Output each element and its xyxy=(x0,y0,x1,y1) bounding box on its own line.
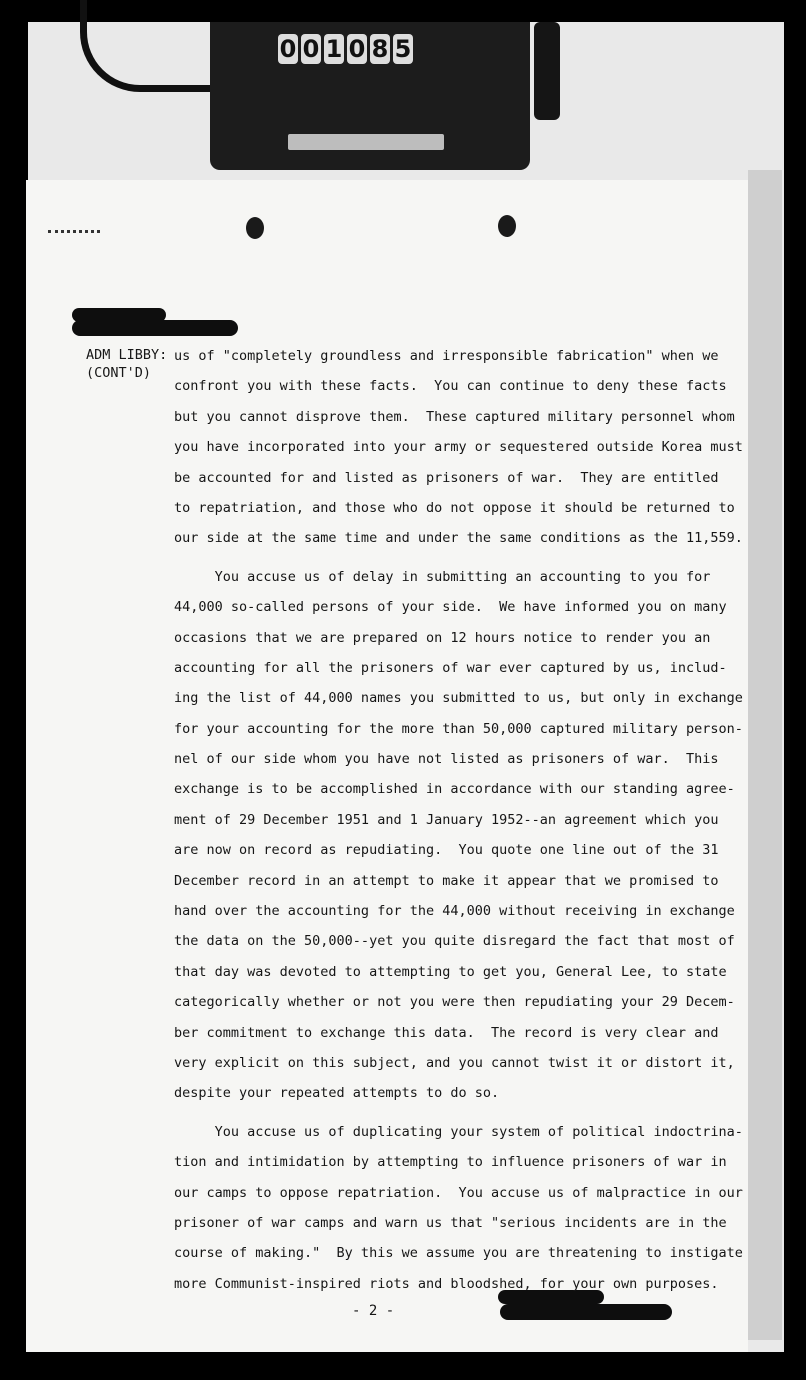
text-line: exchange is to be accomplished in accordance with our standing agree- xyxy=(174,781,735,798)
text-line: be accounted for and listed as prisoners of war. They are entitled xyxy=(174,469,719,486)
counter-label-plate xyxy=(288,134,444,150)
text-line: us of "completely groundless and irresponsible fabrication" when we xyxy=(174,348,719,364)
text-line: December record in an attempt to make it appear that we promised to xyxy=(174,872,719,889)
text-line: You accuse us of duplicating your system of political indoctrina- xyxy=(174,1123,743,1140)
punch-hole xyxy=(498,215,516,237)
counter-digit: 5 xyxy=(394,35,412,63)
paragraph-gap xyxy=(174,1114,714,1122)
text-line: ber commitment to exchange this data. The record is very clear and xyxy=(174,1024,719,1041)
counter-digit: 0 xyxy=(302,35,320,63)
text-line: tion and intimidation by attempting to influence prisoners of war in xyxy=(174,1154,727,1171)
text-line: accounting for all the prisoners of war ever captured by us, includ- xyxy=(174,659,727,676)
redaction-bar xyxy=(72,320,238,336)
text-line: 44,000 so-called persons of your side. We have informed you on many xyxy=(174,599,727,616)
frame-counter-digits xyxy=(278,34,413,64)
text-line: categorically whether or not you were then repudiating your 29 Decem- xyxy=(174,994,735,1011)
text-line: the data on the 50,000--yet you quite disregard the fact that most of xyxy=(174,933,735,950)
speaker-label: ADM LIBBY: (CONT'D) xyxy=(86,347,168,381)
text-line: despite your repeated attempts to do so. xyxy=(174,1085,500,1102)
document-body xyxy=(174,346,743,1304)
text-line: ing the list of 44,000 names you submitted to us, but only in exchange xyxy=(174,690,743,707)
paragraph xyxy=(174,346,743,559)
redaction-bar xyxy=(500,1304,672,1320)
text-line: nel of our side whom you have not listed as prisoners of war. This xyxy=(174,751,719,768)
stray-mark xyxy=(48,230,100,239)
text-line: you have incorporated into your army or sequestered outside Korea must xyxy=(174,439,743,456)
text-line: but you cannot disprove them. These captured military personnel whom xyxy=(174,408,735,425)
counter-digit: 0 xyxy=(348,35,366,63)
text-line: You accuse us of delay in submitting an accounting to you for xyxy=(174,568,711,585)
text-line: hand over the accounting for the 44,000 without receiving in exchange xyxy=(174,903,735,920)
text-line: are now on record as repudiating. You quote one line out of the 31 xyxy=(174,842,719,859)
text-line: occasions that we are prepared on 12 hours notice to render you an xyxy=(174,629,711,646)
paragraph xyxy=(174,567,743,1114)
counter-digit: 8 xyxy=(371,35,389,63)
text-line: for your accounting for the more than 50,000 captured military person- xyxy=(174,720,743,737)
text-line: confront you with these facts. You can continue to deny these facts xyxy=(174,378,727,395)
text-line: course of making." By this we assume you are threatening to instigate xyxy=(174,1245,743,1262)
counter-digit: 1 xyxy=(325,35,343,63)
punch-hole xyxy=(246,217,264,239)
text-line: prisoner of war camps and warn us that "serious incidents are in the xyxy=(174,1214,727,1231)
counter-knob xyxy=(534,22,560,120)
paragraph xyxy=(174,1122,743,1304)
text-line: more Communist-inspired riots and bloodshed, for your own purposes. xyxy=(174,1275,719,1292)
backing-sheet xyxy=(748,170,782,1340)
counter-digit: 0 xyxy=(279,35,297,63)
text-line: ment of 29 December 1951 and 1 January 1952--an agreement which you xyxy=(174,811,719,828)
page-number: - 2 - xyxy=(352,1303,395,1319)
paragraph-gap xyxy=(174,559,714,567)
text-line: that day was devoted to attempting to get you, General Lee, to state xyxy=(174,963,727,980)
text-line: to repatriation, and those who do not oppose it should be returned to xyxy=(174,499,735,516)
text-line: very explicit on this subject, and you cannot twist it or distort it, xyxy=(174,1054,735,1071)
text-line: our side at the same time and under the same conditions as the 11,559. xyxy=(174,530,743,547)
counter-cable xyxy=(80,0,227,92)
text-line: our camps to oppose repatriation. You accuse us of malpractice in our xyxy=(174,1184,743,1201)
